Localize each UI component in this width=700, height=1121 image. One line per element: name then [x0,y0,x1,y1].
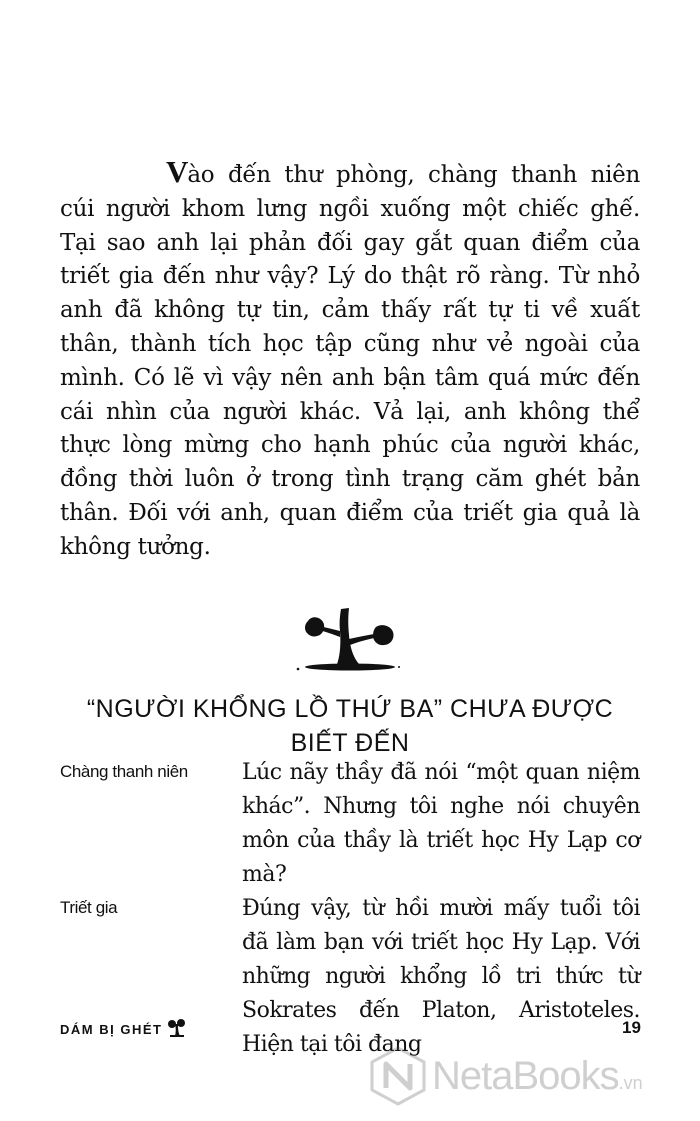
page-number: 19 [622,1018,641,1037]
intro-paragraph [60,156,640,565]
speaker-label: Chàng thanh niên [60,762,188,781]
speaker-label: Triết gia [60,898,118,917]
intro-text: ào đến thư phòng, chàng thanh niên cúi người khom lưng ngồi xuống một chiếc ghế. Tại sao anh lại phản đối gay gắt quan điểm của triết gia đến như vậy? Lý do thật rõ ràng. Từ nhỏ anh đã không tự tin, cảm thấy rất tự ti về xuất thân, thành tích học tập cũng như vẻ ngoài của mình. Có lẽ vì vậy nên anh bận tâm quá mức đến cái nhìn của người khác. Vả lại, anh không thể thực lòng mừng cho hạnh phúc của người khác, đồng thời luôn ở trong tình trạng căm ghét bản thân. Đối với anh, quan điểm của triết gia quả là không tưởng. [60,162,640,560]
speech-text: Đúng vậy, từ hồi mười mấy tuổi tôi đã làm bạn với triết học Hy Lạp. Với những người khổng lồ tri thức từ Sokrates đến Platon, Aristoteles. Hiện tại tôi đang [242,896,640,1057]
watermark [368,1046,658,1108]
section-title: “NGƯỜI KHỔNG LỒ THỨ BA” CHƯA ĐƯỢC BIẾT ĐẾN [86,695,614,757]
drop-cap: V [166,154,188,189]
footer-tree-icon [167,1018,187,1038]
watermark-brand: NetaBooks [432,1054,619,1098]
dialogue-row [60,756,640,892]
tree-ornament-icon [296,605,402,673]
dialogue-block [60,756,640,1062]
running-footer-title: DÁM BỊ GHÉT [60,1022,163,1037]
watermark-suffix: .vn [618,1073,643,1093]
netabooks-logo-icon [368,1046,428,1106]
speech-text: Lúc nãy thầy đã nói “một quan niệm khác”. Nhưng tôi nghe nói chuyên môn của thầy là triết học Hy Lạp cơ mà? [242,760,640,887]
